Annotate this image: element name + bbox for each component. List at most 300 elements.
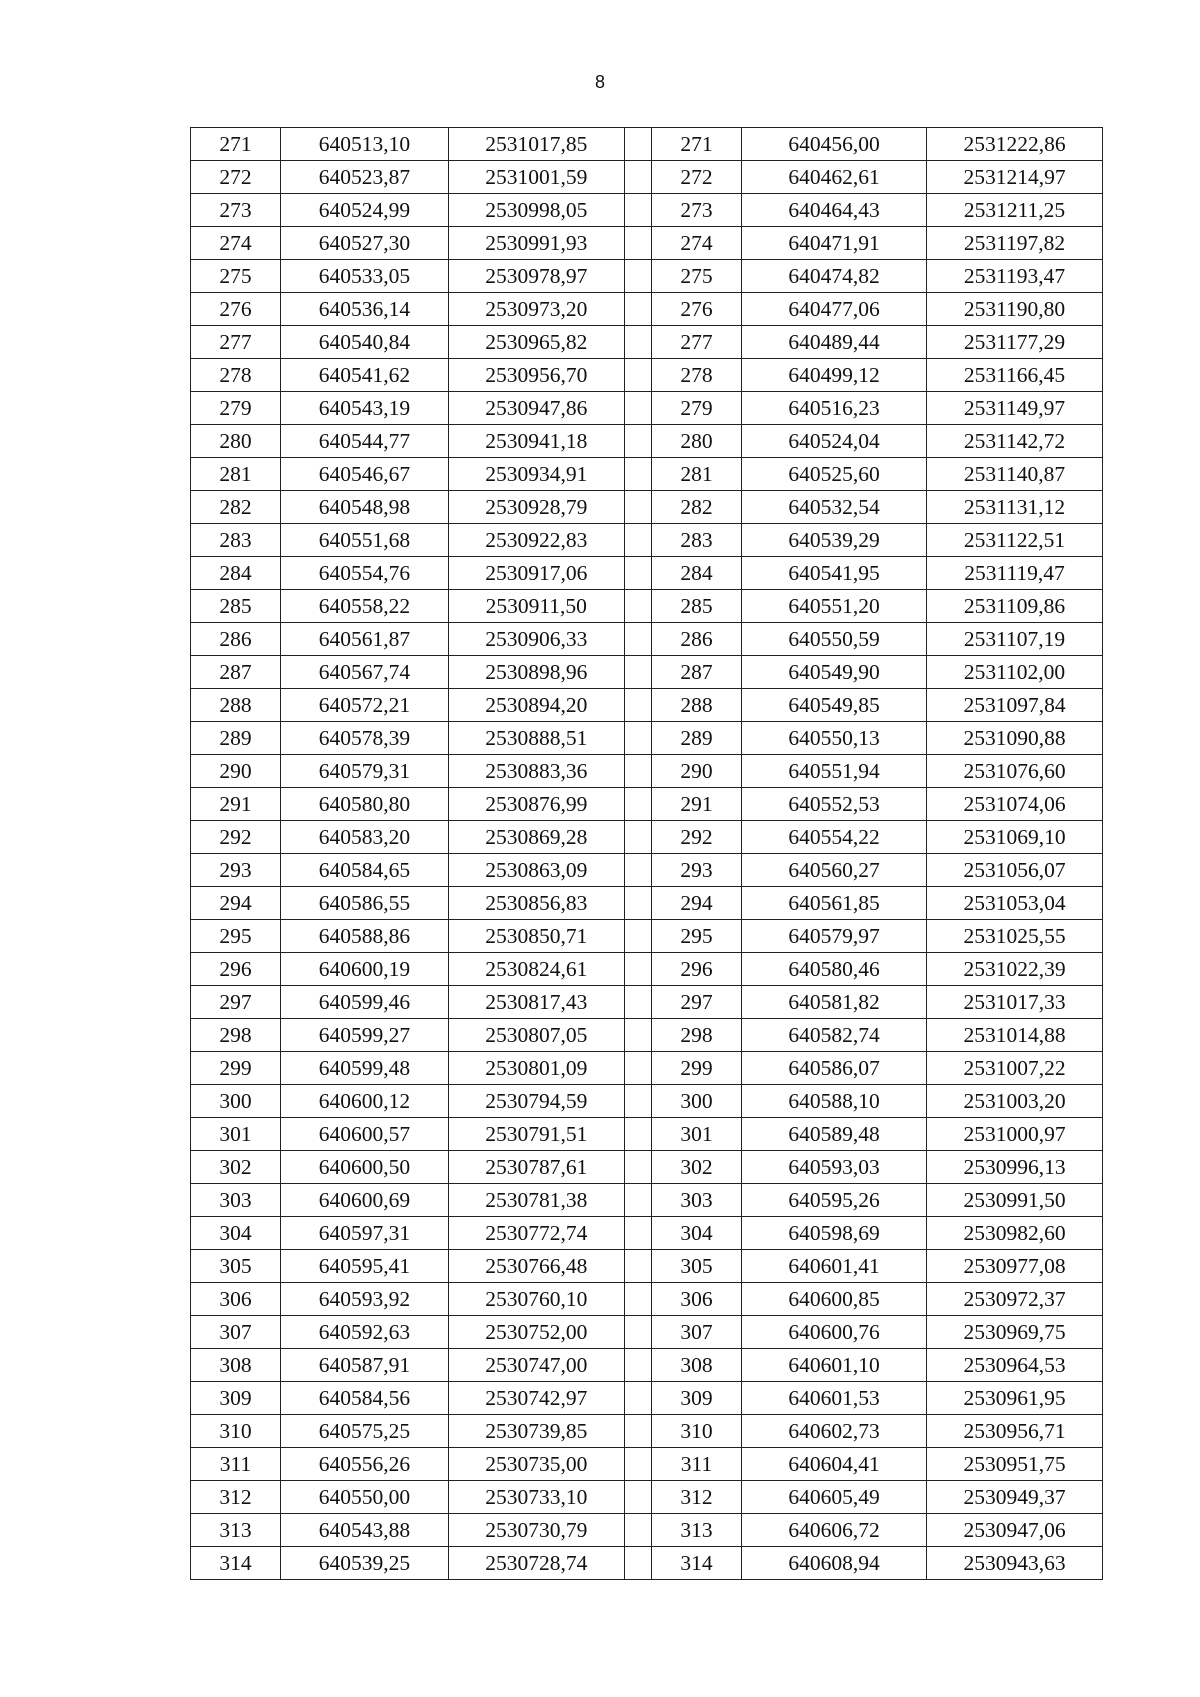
separator-cell xyxy=(624,1448,651,1481)
separator-cell xyxy=(624,425,651,458)
x-coordinate-left: 640584,56 xyxy=(280,1382,448,1415)
table-row xyxy=(191,557,1103,590)
y-coordinate-right: 2531193,47 xyxy=(927,260,1103,293)
y-coordinate-right: 2531056,07 xyxy=(927,854,1103,887)
y-coordinate-right: 2531149,97 xyxy=(927,392,1103,425)
point-number-left: 293 xyxy=(191,854,281,887)
y-coordinate-left: 2530973,20 xyxy=(448,293,624,326)
point-number-right: 290 xyxy=(652,755,742,788)
coordinates-table xyxy=(190,127,1103,1580)
separator-cell xyxy=(624,1250,651,1283)
point-number-right: 304 xyxy=(652,1217,742,1250)
y-coordinate-left: 2530947,86 xyxy=(448,392,624,425)
point-number-right: 279 xyxy=(652,392,742,425)
x-coordinate-left: 640540,84 xyxy=(280,326,448,359)
point-number-left: 278 xyxy=(191,359,281,392)
y-coordinate-left: 2530801,09 xyxy=(448,1052,624,1085)
point-number-right: 282 xyxy=(652,491,742,524)
separator-cell xyxy=(624,1514,651,1547)
x-coordinate-left: 640595,41 xyxy=(280,1250,448,1283)
y-coordinate-left: 2530911,50 xyxy=(448,590,624,623)
table-row xyxy=(191,425,1103,458)
point-number-left: 309 xyxy=(191,1382,281,1415)
y-coordinate-right: 2530949,37 xyxy=(927,1481,1103,1514)
table-row xyxy=(191,1250,1103,1283)
x-coordinate-left: 640539,25 xyxy=(280,1547,448,1580)
x-coordinate-left: 640550,00 xyxy=(280,1481,448,1514)
x-coordinate-right: 640580,46 xyxy=(742,953,927,986)
y-coordinate-right: 2531131,12 xyxy=(927,491,1103,524)
y-coordinate-left: 2530876,99 xyxy=(448,788,624,821)
separator-cell xyxy=(624,788,651,821)
y-coordinate-right: 2531119,47 xyxy=(927,557,1103,590)
x-coordinate-right: 640456,00 xyxy=(742,128,927,161)
x-coordinate-left: 640561,87 xyxy=(280,623,448,656)
table-row xyxy=(191,1415,1103,1448)
x-coordinate-right: 640516,23 xyxy=(742,392,927,425)
table-row xyxy=(191,920,1103,953)
point-number-right: 300 xyxy=(652,1085,742,1118)
x-coordinate-left: 640583,20 xyxy=(280,821,448,854)
y-coordinate-left: 2530863,09 xyxy=(448,854,624,887)
table-row xyxy=(191,1052,1103,1085)
point-number-left: 300 xyxy=(191,1085,281,1118)
point-number-right: 288 xyxy=(652,689,742,722)
x-coordinate-left: 640558,22 xyxy=(280,590,448,623)
point-number-left: 288 xyxy=(191,689,281,722)
point-number-right: 291 xyxy=(652,788,742,821)
table-row xyxy=(191,854,1103,887)
table-row xyxy=(191,458,1103,491)
point-number-left: 292 xyxy=(191,821,281,854)
x-coordinate-right: 640554,22 xyxy=(742,821,927,854)
x-coordinate-right: 640602,73 xyxy=(742,1415,927,1448)
x-coordinate-right: 640606,72 xyxy=(742,1514,927,1547)
separator-cell xyxy=(624,1184,651,1217)
y-coordinate-left: 2530941,18 xyxy=(448,425,624,458)
y-coordinate-left: 2530856,83 xyxy=(448,887,624,920)
x-coordinate-right: 640604,41 xyxy=(742,1448,927,1481)
separator-cell xyxy=(624,656,651,689)
point-number-left: 277 xyxy=(191,326,281,359)
point-number-left: 280 xyxy=(191,425,281,458)
point-number-right: 305 xyxy=(652,1250,742,1283)
x-coordinate-left: 640586,55 xyxy=(280,887,448,920)
x-coordinate-right: 640598,69 xyxy=(742,1217,927,1250)
y-coordinate-left: 2530991,93 xyxy=(448,227,624,260)
table-row xyxy=(191,953,1103,986)
point-number-left: 294 xyxy=(191,887,281,920)
point-number-right: 284 xyxy=(652,557,742,590)
table-row xyxy=(191,590,1103,623)
point-number-left: 281 xyxy=(191,458,281,491)
page-number: 8 xyxy=(594,72,605,92)
point-number-left: 286 xyxy=(191,623,281,656)
y-coordinate-left: 2531017,85 xyxy=(448,128,624,161)
y-coordinate-right: 2530977,08 xyxy=(927,1250,1103,1283)
x-coordinate-right: 640549,85 xyxy=(742,689,927,722)
x-coordinate-left: 640584,65 xyxy=(280,854,448,887)
x-coordinate-left: 640541,62 xyxy=(280,359,448,392)
separator-cell xyxy=(624,1547,651,1580)
table-row xyxy=(191,260,1103,293)
x-coordinate-right: 640550,13 xyxy=(742,722,927,755)
y-coordinate-right: 2531069,10 xyxy=(927,821,1103,854)
x-coordinate-left: 640580,80 xyxy=(280,788,448,821)
x-coordinate-left: 640572,21 xyxy=(280,689,448,722)
point-number-right: 314 xyxy=(652,1547,742,1580)
separator-cell xyxy=(624,986,651,1019)
table-row xyxy=(191,161,1103,194)
x-coordinate-left: 640597,31 xyxy=(280,1217,448,1250)
separator-cell xyxy=(624,1118,651,1151)
point-number-left: 305 xyxy=(191,1250,281,1283)
x-coordinate-left: 640587,91 xyxy=(280,1349,448,1382)
y-coordinate-left: 2530998,05 xyxy=(448,194,624,227)
x-coordinate-left: 640524,99 xyxy=(280,194,448,227)
separator-cell xyxy=(624,887,651,920)
y-coordinate-left: 2530794,59 xyxy=(448,1085,624,1118)
y-coordinate-left: 2530730,79 xyxy=(448,1514,624,1547)
y-coordinate-right: 2530969,75 xyxy=(927,1316,1103,1349)
separator-cell xyxy=(624,590,651,623)
separator-cell xyxy=(624,1283,651,1316)
point-number-left: 311 xyxy=(191,1448,281,1481)
separator-cell xyxy=(624,953,651,986)
x-coordinate-right: 640595,26 xyxy=(742,1184,927,1217)
x-coordinate-left: 640600,19 xyxy=(280,953,448,986)
point-number-left: 283 xyxy=(191,524,281,557)
y-coordinate-right: 2531142,72 xyxy=(927,425,1103,458)
y-coordinate-left: 2530739,85 xyxy=(448,1415,624,1448)
x-coordinate-left: 640578,39 xyxy=(280,722,448,755)
separator-cell xyxy=(624,755,651,788)
point-number-right: 278 xyxy=(652,359,742,392)
x-coordinate-left: 640592,63 xyxy=(280,1316,448,1349)
x-coordinate-right: 640581,82 xyxy=(742,986,927,1019)
y-coordinate-left: 2530760,10 xyxy=(448,1283,624,1316)
y-coordinate-right: 2531074,06 xyxy=(927,788,1103,821)
point-number-right: 306 xyxy=(652,1283,742,1316)
table-row xyxy=(191,491,1103,524)
table-row xyxy=(191,1547,1103,1580)
table-row xyxy=(191,689,1103,722)
x-coordinate-right: 640561,85 xyxy=(742,887,927,920)
table-row xyxy=(191,1514,1103,1547)
point-number-right: 274 xyxy=(652,227,742,260)
y-coordinate-right: 2530991,50 xyxy=(927,1184,1103,1217)
y-coordinate-right: 2531197,82 xyxy=(927,227,1103,260)
y-coordinate-left: 2530735,00 xyxy=(448,1448,624,1481)
point-number-right: 283 xyxy=(652,524,742,557)
point-number-left: 275 xyxy=(191,260,281,293)
table-row xyxy=(191,293,1103,326)
x-coordinate-left: 640523,87 xyxy=(280,161,448,194)
y-coordinate-right: 2531140,87 xyxy=(927,458,1103,491)
point-number-left: 273 xyxy=(191,194,281,227)
x-coordinate-right: 640600,85 xyxy=(742,1283,927,1316)
y-coordinate-right: 2531107,19 xyxy=(927,623,1103,656)
table-row xyxy=(191,1481,1103,1514)
separator-cell xyxy=(624,128,651,161)
separator-cell xyxy=(624,1085,651,1118)
y-coordinate-right: 2531190,80 xyxy=(927,293,1103,326)
point-number-left: 299 xyxy=(191,1052,281,1085)
table-row xyxy=(191,1151,1103,1184)
x-coordinate-right: 640552,53 xyxy=(742,788,927,821)
table-row xyxy=(191,128,1103,161)
y-coordinate-right: 2531214,97 xyxy=(927,161,1103,194)
y-coordinate-left: 2530928,79 xyxy=(448,491,624,524)
separator-cell xyxy=(624,920,651,953)
point-number-left: 301 xyxy=(191,1118,281,1151)
point-number-right: 280 xyxy=(652,425,742,458)
separator-cell xyxy=(624,458,651,491)
y-coordinate-left: 2530917,06 xyxy=(448,557,624,590)
separator-cell xyxy=(624,1316,651,1349)
y-coordinate-left: 2530728,74 xyxy=(448,1547,624,1580)
x-coordinate-left: 640600,50 xyxy=(280,1151,448,1184)
table-row xyxy=(191,887,1103,920)
table-row xyxy=(191,1184,1103,1217)
point-number-right: 276 xyxy=(652,293,742,326)
separator-cell xyxy=(624,524,651,557)
x-coordinate-left: 640533,05 xyxy=(280,260,448,293)
coordinates-table-body xyxy=(191,128,1103,1580)
point-number-right: 281 xyxy=(652,458,742,491)
separator-cell xyxy=(624,821,651,854)
x-coordinate-right: 640541,95 xyxy=(742,557,927,590)
y-coordinate-right: 2531122,51 xyxy=(927,524,1103,557)
separator-cell xyxy=(624,722,651,755)
x-coordinate-left: 640588,86 xyxy=(280,920,448,953)
point-number-right: 271 xyxy=(652,128,742,161)
y-coordinate-right: 2531222,86 xyxy=(927,128,1103,161)
y-coordinate-right: 2531090,88 xyxy=(927,722,1103,755)
y-coordinate-right: 2531025,55 xyxy=(927,920,1103,953)
point-number-right: 308 xyxy=(652,1349,742,1382)
y-coordinate-right: 2531097,84 xyxy=(927,689,1103,722)
point-number-left: 298 xyxy=(191,1019,281,1052)
x-coordinate-right: 640608,94 xyxy=(742,1547,927,1580)
table-row xyxy=(191,392,1103,425)
separator-cell xyxy=(624,293,651,326)
y-coordinate-right: 2530996,13 xyxy=(927,1151,1103,1184)
x-coordinate-right: 640582,74 xyxy=(742,1019,927,1052)
point-number-left: 303 xyxy=(191,1184,281,1217)
y-coordinate-left: 2530747,00 xyxy=(448,1349,624,1382)
table-row xyxy=(191,656,1103,689)
point-number-right: 302 xyxy=(652,1151,742,1184)
x-coordinate-left: 640599,48 xyxy=(280,1052,448,1085)
y-coordinate-right: 2530972,37 xyxy=(927,1283,1103,1316)
y-coordinate-right: 2531000,97 xyxy=(927,1118,1103,1151)
x-coordinate-right: 640588,10 xyxy=(742,1085,927,1118)
point-number-left: 287 xyxy=(191,656,281,689)
x-coordinate-left: 640599,27 xyxy=(280,1019,448,1052)
x-coordinate-right: 640550,59 xyxy=(742,623,927,656)
x-coordinate-left: 640543,19 xyxy=(280,392,448,425)
point-number-right: 292 xyxy=(652,821,742,854)
y-coordinate-left: 2530787,61 xyxy=(448,1151,624,1184)
point-number-left: 314 xyxy=(191,1547,281,1580)
x-coordinate-left: 640579,31 xyxy=(280,755,448,788)
x-coordinate-right: 640560,27 xyxy=(742,854,927,887)
x-coordinate-left: 640527,30 xyxy=(280,227,448,260)
x-coordinate-left: 640600,57 xyxy=(280,1118,448,1151)
separator-cell xyxy=(624,161,651,194)
separator-cell xyxy=(624,1349,651,1382)
x-coordinate-left: 640593,92 xyxy=(280,1283,448,1316)
x-coordinate-left: 640551,68 xyxy=(280,524,448,557)
table-row xyxy=(191,326,1103,359)
point-number-left: 285 xyxy=(191,590,281,623)
table-row xyxy=(191,722,1103,755)
point-number-right: 301 xyxy=(652,1118,742,1151)
x-coordinate-right: 640605,49 xyxy=(742,1481,927,1514)
x-coordinate-left: 640554,76 xyxy=(280,557,448,590)
separator-cell xyxy=(624,491,651,524)
point-number-left: 307 xyxy=(191,1316,281,1349)
y-coordinate-left: 2530934,91 xyxy=(448,458,624,491)
y-coordinate-left: 2530733,10 xyxy=(448,1481,624,1514)
x-coordinate-right: 640589,48 xyxy=(742,1118,927,1151)
y-coordinate-right: 2531177,29 xyxy=(927,326,1103,359)
table-row xyxy=(191,623,1103,656)
x-coordinate-right: 640579,97 xyxy=(742,920,927,953)
point-number-right: 286 xyxy=(652,623,742,656)
point-number-left: 289 xyxy=(191,722,281,755)
separator-cell xyxy=(624,392,651,425)
table-row xyxy=(191,821,1103,854)
table-row xyxy=(191,1448,1103,1481)
separator-cell xyxy=(624,1217,651,1250)
y-coordinate-right: 2531166,45 xyxy=(927,359,1103,392)
x-coordinate-right: 640477,06 xyxy=(742,293,927,326)
point-number-right: 299 xyxy=(652,1052,742,1085)
point-number-left: 310 xyxy=(191,1415,281,1448)
table-row xyxy=(191,194,1103,227)
point-number-right: 289 xyxy=(652,722,742,755)
point-number-right: 285 xyxy=(652,590,742,623)
point-number-right: 275 xyxy=(652,260,742,293)
y-coordinate-right: 2531014,88 xyxy=(927,1019,1103,1052)
y-coordinate-left: 2530906,33 xyxy=(448,623,624,656)
x-coordinate-right: 640593,03 xyxy=(742,1151,927,1184)
x-coordinate-left: 640575,25 xyxy=(280,1415,448,1448)
point-number-left: 295 xyxy=(191,920,281,953)
x-coordinate-right: 640499,12 xyxy=(742,359,927,392)
x-coordinate-left: 640536,14 xyxy=(280,293,448,326)
y-coordinate-left: 2530850,71 xyxy=(448,920,624,953)
y-coordinate-right: 2531017,33 xyxy=(927,986,1103,1019)
x-coordinate-right: 640549,90 xyxy=(742,656,927,689)
point-number-right: 310 xyxy=(652,1415,742,1448)
table-row xyxy=(191,788,1103,821)
point-number-left: 297 xyxy=(191,986,281,1019)
y-coordinate-left: 2530894,20 xyxy=(448,689,624,722)
x-coordinate-right: 640586,07 xyxy=(742,1052,927,1085)
x-coordinate-left: 640600,12 xyxy=(280,1085,448,1118)
x-coordinate-right: 640600,76 xyxy=(742,1316,927,1349)
point-number-left: 313 xyxy=(191,1514,281,1547)
x-coordinate-right: 640462,61 xyxy=(742,161,927,194)
x-coordinate-left: 640567,74 xyxy=(280,656,448,689)
y-coordinate-right: 2531053,04 xyxy=(927,887,1103,920)
y-coordinate-right: 2530943,63 xyxy=(927,1547,1103,1580)
point-number-left: 291 xyxy=(191,788,281,821)
x-coordinate-left: 640600,69 xyxy=(280,1184,448,1217)
table-row xyxy=(191,227,1103,260)
y-coordinate-left: 2530898,96 xyxy=(448,656,624,689)
x-coordinate-right: 640464,43 xyxy=(742,194,927,227)
point-number-right: 273 xyxy=(652,194,742,227)
table-row xyxy=(191,1217,1103,1250)
point-number-left: 271 xyxy=(191,128,281,161)
y-coordinate-right: 2531022,39 xyxy=(927,953,1103,986)
point-number-left: 279 xyxy=(191,392,281,425)
x-coordinate-left: 640543,88 xyxy=(280,1514,448,1547)
y-coordinate-right: 2530951,75 xyxy=(927,1448,1103,1481)
table-row xyxy=(191,1316,1103,1349)
y-coordinate-right: 2531007,22 xyxy=(927,1052,1103,1085)
y-coordinate-right: 2531102,00 xyxy=(927,656,1103,689)
y-coordinate-left: 2530766,48 xyxy=(448,1250,624,1283)
point-number-left: 272 xyxy=(191,161,281,194)
separator-cell xyxy=(624,227,651,260)
point-number-right: 287 xyxy=(652,656,742,689)
separator-cell xyxy=(624,359,651,392)
x-coordinate-right: 640551,20 xyxy=(742,590,927,623)
y-coordinate-left: 2530965,82 xyxy=(448,326,624,359)
x-coordinate-right: 640532,54 xyxy=(742,491,927,524)
y-coordinate-left: 2530781,38 xyxy=(448,1184,624,1217)
y-coordinate-left: 2530752,00 xyxy=(448,1316,624,1349)
point-number-left: 304 xyxy=(191,1217,281,1250)
point-number-left: 296 xyxy=(191,953,281,986)
point-number-right: 298 xyxy=(652,1019,742,1052)
y-coordinate-left: 2530869,28 xyxy=(448,821,624,854)
point-number-right: 313 xyxy=(652,1514,742,1547)
x-coordinate-right: 640474,82 xyxy=(742,260,927,293)
point-number-left: 276 xyxy=(191,293,281,326)
separator-cell xyxy=(624,194,651,227)
separator-cell xyxy=(624,326,651,359)
y-coordinate-left: 2530956,70 xyxy=(448,359,624,392)
separator-cell xyxy=(624,1052,651,1085)
separator-cell xyxy=(624,689,651,722)
y-coordinate-left: 2530824,61 xyxy=(448,953,624,986)
point-number-right: 277 xyxy=(652,326,742,359)
point-number-right: 293 xyxy=(652,854,742,887)
x-coordinate-right: 640551,94 xyxy=(742,755,927,788)
separator-cell xyxy=(624,1151,651,1184)
separator-cell xyxy=(624,1019,651,1052)
separator-cell xyxy=(624,557,651,590)
separator-cell xyxy=(624,1481,651,1514)
x-coordinate-left: 640548,98 xyxy=(280,491,448,524)
point-number-left: 302 xyxy=(191,1151,281,1184)
point-number-right: 295 xyxy=(652,920,742,953)
y-coordinate-right: 2530961,95 xyxy=(927,1382,1103,1415)
point-number-left: 284 xyxy=(191,557,281,590)
y-coordinate-left: 2530807,05 xyxy=(448,1019,624,1052)
separator-cell xyxy=(624,623,651,656)
y-coordinate-right: 2531076,60 xyxy=(927,755,1103,788)
table-row xyxy=(191,1085,1103,1118)
x-coordinate-right: 640525,60 xyxy=(742,458,927,491)
table-row xyxy=(191,524,1103,557)
